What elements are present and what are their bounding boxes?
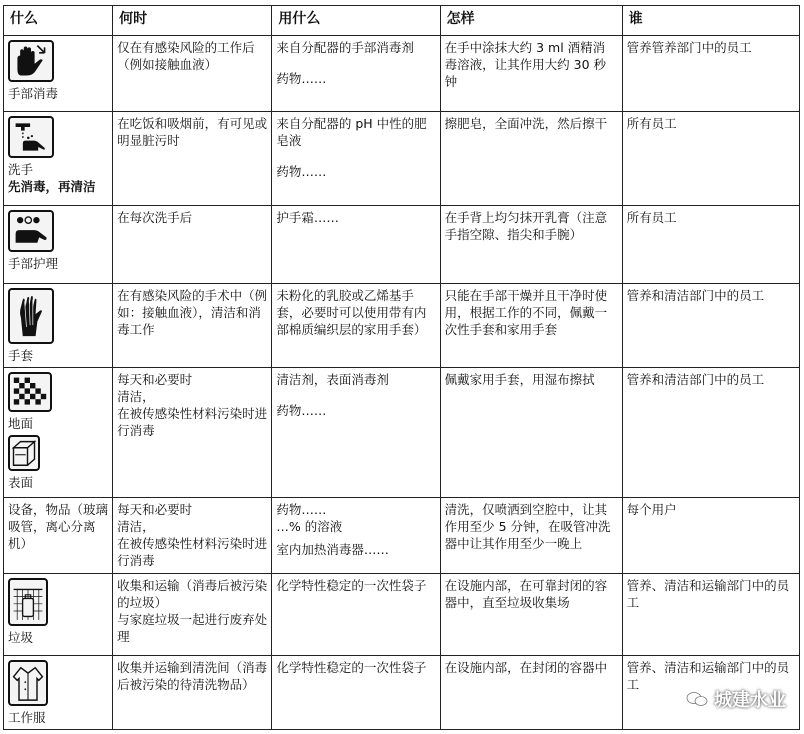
waste-icon <box>8 578 48 626</box>
cell-when: 在吃饭和吸烟前，有可见或明显脏污时 <box>113 112 272 206</box>
table-row <box>4 112 800 206</box>
cell-with: 来自分配器的手部消毒剂 药物…… <box>272 36 440 112</box>
table-row <box>4 206 800 284</box>
cell-with: 化学特性稳定的一次性袋子 <box>272 656 440 730</box>
cell-what <box>4 36 113 112</box>
header-when: 何时 <box>113 6 272 36</box>
cell-with: 护手霜…… <box>272 206 440 284</box>
cell-how: 在设施内部，在可靠封闭的容器中，直至垃圾收集场 <box>440 574 622 656</box>
watermark <box>686 686 786 712</box>
cell-how: 只能在手部干燥并且干净时使用，根据工作的不同，佩戴一次性手套和家用手套 <box>440 284 622 368</box>
cell-with: 药物…… …% 的溶液 室内加热消毒器…… <box>272 498 440 574</box>
cell-with: 化学特性稳定的一次性袋子 <box>272 574 440 656</box>
row-label: 垃圾 <box>8 630 34 645</box>
watermark-text: 城建水业 <box>714 690 786 711</box>
cell-how: 佩戴家用手套，用湿布擦拭 <box>440 368 622 498</box>
cell-how: 在手背上均匀抹开乳膏（注意手指空隙、指尖和手腕） <box>440 206 622 284</box>
table-row <box>4 284 800 368</box>
cell-how: 在设施内部，在封闭的容器中 <box>440 656 622 730</box>
cell-who: 所有员工 <box>622 112 799 206</box>
table-row <box>4 574 800 656</box>
hygiene-plan-table <box>3 5 800 730</box>
cell-who: 管养和清洁部门中的员工 <box>622 284 799 368</box>
table-row <box>4 656 800 730</box>
cell-who: 管养和清洁部门中的员工 <box>622 368 799 498</box>
cell-when: 每天和必要时 清洁， 在被传感染性材料污染时进行消毒 <box>113 368 272 498</box>
cell-who: 管养管养部门中的员工 <box>622 36 799 112</box>
cell-when: 每天和必要时 清洁， 在被传感染性材料污染时进行消毒 <box>113 498 272 574</box>
header-row <box>4 6 800 36</box>
cell-when: 仅在有感染风险的工作后（例如接触血液） <box>113 36 272 112</box>
header-how: 怎样 <box>440 6 622 36</box>
row-label: 地面 <box>8 416 34 431</box>
wechat-logo-icon <box>686 691 708 707</box>
cell-what <box>4 574 113 656</box>
cell-who: 每个用户 <box>622 498 799 574</box>
cell-how: 在手中涂抹大约 3 ml 酒精消毒溶液，让其作用大约 30 秒钟 <box>440 36 622 112</box>
row-label: 洗手 <box>8 162 34 177</box>
header-who: 谁 <box>622 6 799 36</box>
cell-with: 来自分配器的 pH 中性的肥皂液 药物…… <box>272 112 440 206</box>
table-row <box>4 36 800 112</box>
cell-what <box>4 284 113 368</box>
hand-washing-icon <box>8 116 54 158</box>
row-label: 工作服 <box>8 710 46 725</box>
cell-how: 擦肥皂，全面冲洗，然后擦干 <box>440 112 622 206</box>
row-label: 手部护理 <box>8 256 59 271</box>
row-label: 设备，物品（玻璃吸管，离心分离机） <box>8 502 109 551</box>
row-label: 手套 <box>8 348 34 363</box>
cell-who: 管养、清洁和运输部门中的员工 <box>622 574 799 656</box>
workwear-icon <box>8 660 48 706</box>
header-what: 什么 <box>4 6 113 36</box>
hand-care-icon <box>8 210 54 252</box>
hand-disinfection-icon <box>8 40 54 82</box>
cell-what <box>4 498 113 574</box>
cell-with: 清洁剂，表面消毒剂 药物…… <box>272 368 440 498</box>
row-sublabel: 先消毒，再清洁 <box>8 179 96 194</box>
cell-what <box>4 112 113 206</box>
surface-icon <box>8 435 40 471</box>
gloves-icon <box>8 288 54 344</box>
cell-when: 在每次洗手后 <box>113 206 272 284</box>
cell-how: 清洗，仅喷洒到空腔中，让其作用至少 5 分钟，在吸管冲洗器中让其作用至少一晚上 <box>440 498 622 574</box>
cell-when: 在有感染风险的手术中（例如：接触血液），清洁和消毒工作 <box>113 284 272 368</box>
cell-what <box>4 368 113 498</box>
row-label: 手部消毒 <box>8 86 59 101</box>
cell-who: 所有员工 <box>622 206 799 284</box>
floor-icon <box>8 372 52 412</box>
table-row <box>4 368 800 498</box>
cell-what <box>4 656 113 730</box>
cell-who: 管养、清洁和运输部门中的员工 <box>622 656 799 730</box>
cell-when: 收集并运输到清洗间（消毒后被污染的待清洗物品） <box>113 656 272 730</box>
cell-when: 收集和运输（消毒后被污染的垃圾） 与家庭垃圾一起进行废弃处理 <box>113 574 272 656</box>
cell-with: 未粉化的乳胶或乙烯基手套，必要时可以使用带有内部棉质编织层的家用手套） <box>272 284 440 368</box>
header-with: 用什么 <box>272 6 440 36</box>
row-label: 表面 <box>8 475 34 490</box>
table-row <box>4 498 800 574</box>
cell-what <box>4 206 113 284</box>
